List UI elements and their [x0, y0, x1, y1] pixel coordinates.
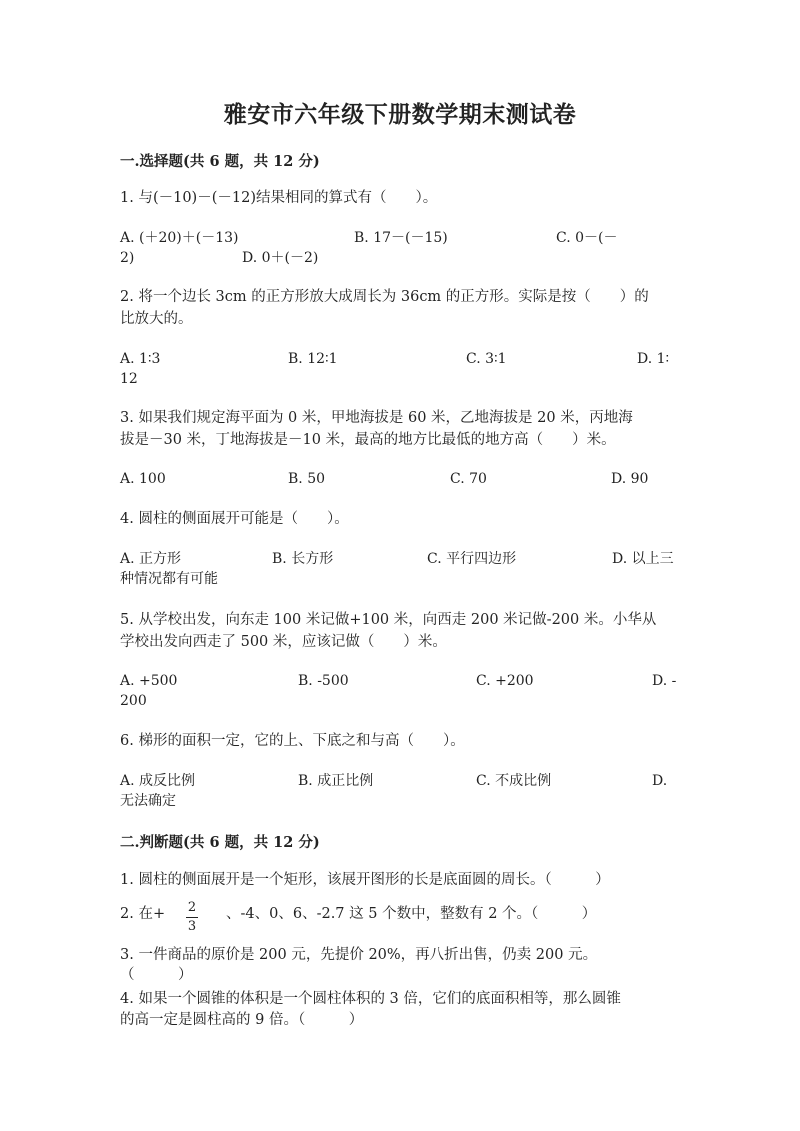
judge-question-3: 3. 一件商品的原价是 200 元，先提价 20%，再八折出售，仍卖 200 元。: [120, 947, 598, 963]
question-stem-line2: 学校出发向西走了 500 米，应该记做（ ）米。: [120, 634, 447, 650]
section-heading-choice: 一.选择题(共 6 题，共 12 分): [120, 153, 320, 170]
judge-question-1: 1. 圆柱的侧面展开是一个矩形，该展开图形的长是底面圆的周长。（ ）: [120, 872, 610, 888]
option-c-wrap: 2): [120, 250, 135, 266]
option-a: A. +500: [120, 673, 178, 689]
option-c: C. 3∶1: [466, 351, 507, 367]
judge-question-2-prefix: 2. 在+: [120, 906, 166, 922]
question-stem: 4. 圆柱的侧面展开可能是（ ）。: [120, 511, 349, 527]
fraction-numerator: 2: [187, 900, 197, 915]
fraction-bar: [186, 917, 198, 918]
option-d: D.: [652, 773, 668, 789]
option-c: C. 0－(－: [556, 230, 618, 246]
option-a: A. 1∶3: [120, 351, 161, 367]
option-b: B. 长方形: [272, 551, 334, 567]
option-b: B. 成正比例: [298, 773, 374, 789]
judge-question-2-suffix: 、-4、0、6、-2.7 这 5 个数中，整数有 2 个。（ ）: [226, 906, 597, 922]
option-d: D. 0＋(－2): [242, 250, 319, 266]
question-stem: 5. 从学校出发，向东走 100 米记做+100 米，向西走 200 米记做-200 米。小华从: [120, 612, 657, 628]
option-c: C. +200: [476, 673, 534, 689]
question-stem: 6. 梯形的面积一定，它的上、下底之和与高（ ）。: [120, 733, 465, 749]
option-b: B. 50: [288, 471, 326, 487]
option-d: D. 1∶: [637, 351, 670, 367]
judge-question-4: 4. 如果一个圆锥的体积是一个圆柱体积的 3 倍，它们的底面积相等，那么圆锥: [120, 991, 621, 1007]
fraction: [186, 900, 198, 935]
option-a: A. 100: [120, 471, 166, 487]
judge-question-4-line2: 的高一定是圆柱高的 9 倍。（ ）: [120, 1012, 364, 1028]
option-d: D. -: [652, 673, 677, 689]
option-d-wrap: 种情况都有可能: [120, 571, 218, 587]
option-c: C. 不成比例: [476, 773, 552, 789]
question-stem: 2. 将一个边长 3cm 的正方形放大成周长为 36cm 的正方形。实际是按（ ）的: [120, 289, 649, 305]
option-b: B. -500: [298, 673, 349, 689]
question-stem-line2: 拔是－30 米，丁地海拔是－10 米，最高的地方比最低的地方高（ ）米。: [120, 432, 616, 448]
section-heading-judge: 二.判断题(共 6 题，共 12 分): [120, 834, 320, 851]
option-c: C. 70: [450, 471, 487, 487]
question-stem: 1. 与(－10)－(－12)结果相同的算式有（ ）。: [120, 190, 438, 206]
question-stem: 3. 如果我们规定海平面为 0 米，甲地海拔是 60 米，乙地海拔是 20 米，丙地海: [120, 410, 633, 426]
option-d-wrap: 200: [120, 693, 147, 709]
question-stem-line2: 比放大的。: [120, 311, 193, 327]
option-d: D. 90: [611, 471, 649, 487]
option-d-wrap: 12: [120, 371, 138, 387]
option-d-wrap: 无法确定: [120, 793, 176, 809]
option-b: B. 12∶1: [288, 351, 338, 367]
fraction-denominator: 3: [187, 919, 197, 934]
option-c: C. 平行四边形: [427, 551, 517, 567]
page-title: 雅安市六年级下册数学期末测试卷: [223, 101, 577, 128]
option-a: A. 正方形: [120, 551, 182, 567]
judge-question-3-line2: （ ）: [120, 967, 193, 983]
option-a: A. 成反比例: [120, 773, 196, 789]
option-b: B. 17－(－15): [354, 230, 448, 246]
option-a: A. (＋20)＋(－13): [120, 230, 239, 246]
option-d: D. 以上三: [612, 551, 674, 567]
